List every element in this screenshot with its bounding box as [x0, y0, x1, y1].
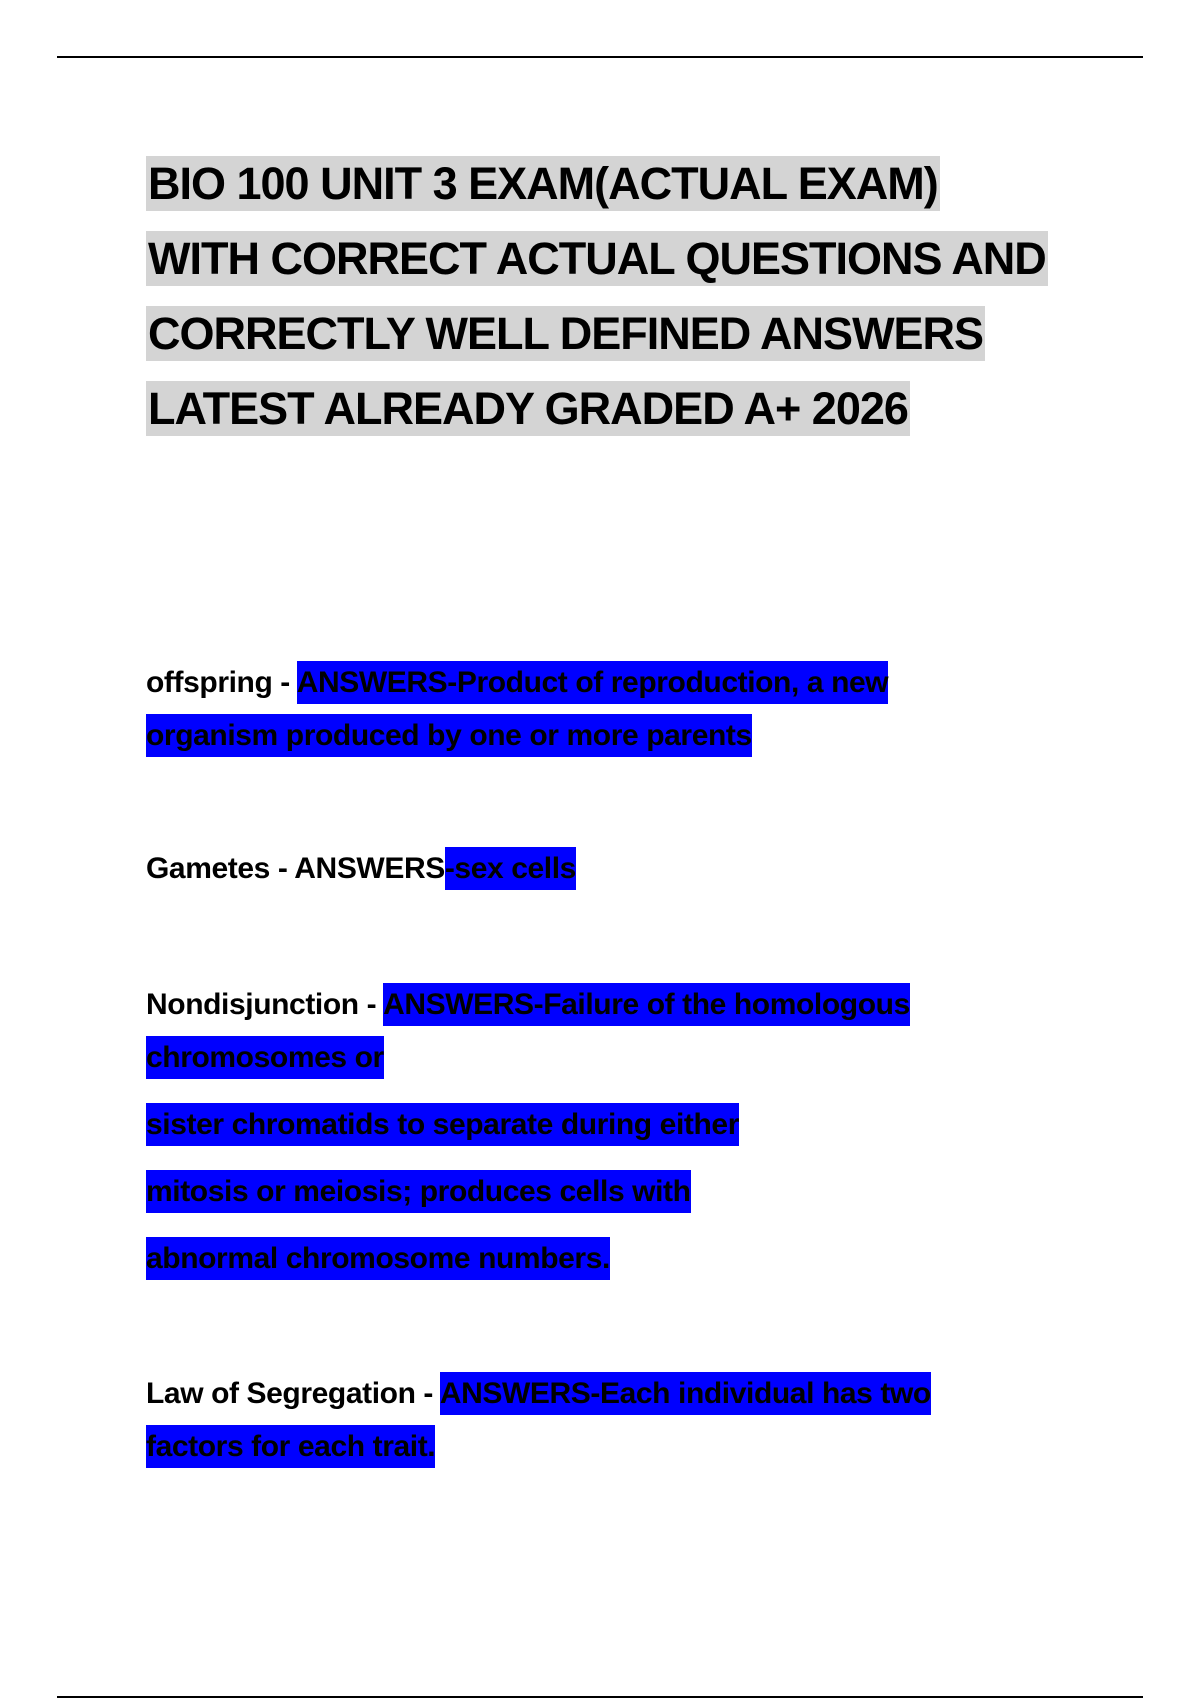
- entry-answer: ANSWERS-Product of reproduction, a new: [297, 661, 888, 704]
- entry-answer: factors for each trait.: [146, 1425, 435, 1468]
- entry-term: offspring -: [146, 666, 297, 699]
- answer-line: [146, 1098, 1026, 1151]
- title-line: WITH CORRECT ACTUAL QUESTIONS AND: [148, 233, 1046, 284]
- entry-answer: chromosomes or: [146, 1036, 384, 1079]
- title-line: BIO 100 UNIT 3 EXAM(ACTUAL EXAM): [148, 158, 938, 209]
- entry-answer: organism produced by one or more parents: [146, 714, 752, 757]
- top-rule: [57, 56, 1143, 58]
- entry-gametes: [146, 842, 1026, 895]
- entry-term: Gametes - ANSWERS: [146, 852, 445, 885]
- title-line: CORRECTLY WELL DEFINED ANSWERS: [148, 308, 984, 359]
- entry-term: Nondisjunction -: [146, 988, 384, 1021]
- answer-line: [146, 1165, 1026, 1218]
- entry-answer: ANSWERS-Failure of the homologous: [383, 983, 910, 1026]
- entry-answer: mitosis or meiosis; produces cells with: [146, 1170, 691, 1213]
- entry-offspring: [146, 656, 1026, 762]
- entry-nondisjunction: [146, 978, 1026, 1285]
- entry-answer: abnormal chromosome numbers.: [146, 1237, 610, 1280]
- entry-term: Law of Segregation -: [146, 1377, 440, 1410]
- entry-answer: sister chromatids to separate during either: [146, 1103, 739, 1146]
- title-line: LATEST ALREADY GRADED A+ 2026: [148, 383, 908, 434]
- entry-answer: ANSWERS-Each individual has two: [440, 1372, 931, 1415]
- bottom-rule: [57, 1696, 1143, 1698]
- entry-law-of-segregation: [146, 1367, 1026, 1473]
- document-title: [146, 146, 1076, 446]
- entry-answer: -sex cells: [445, 847, 576, 890]
- answer-line: [146, 1232, 1026, 1285]
